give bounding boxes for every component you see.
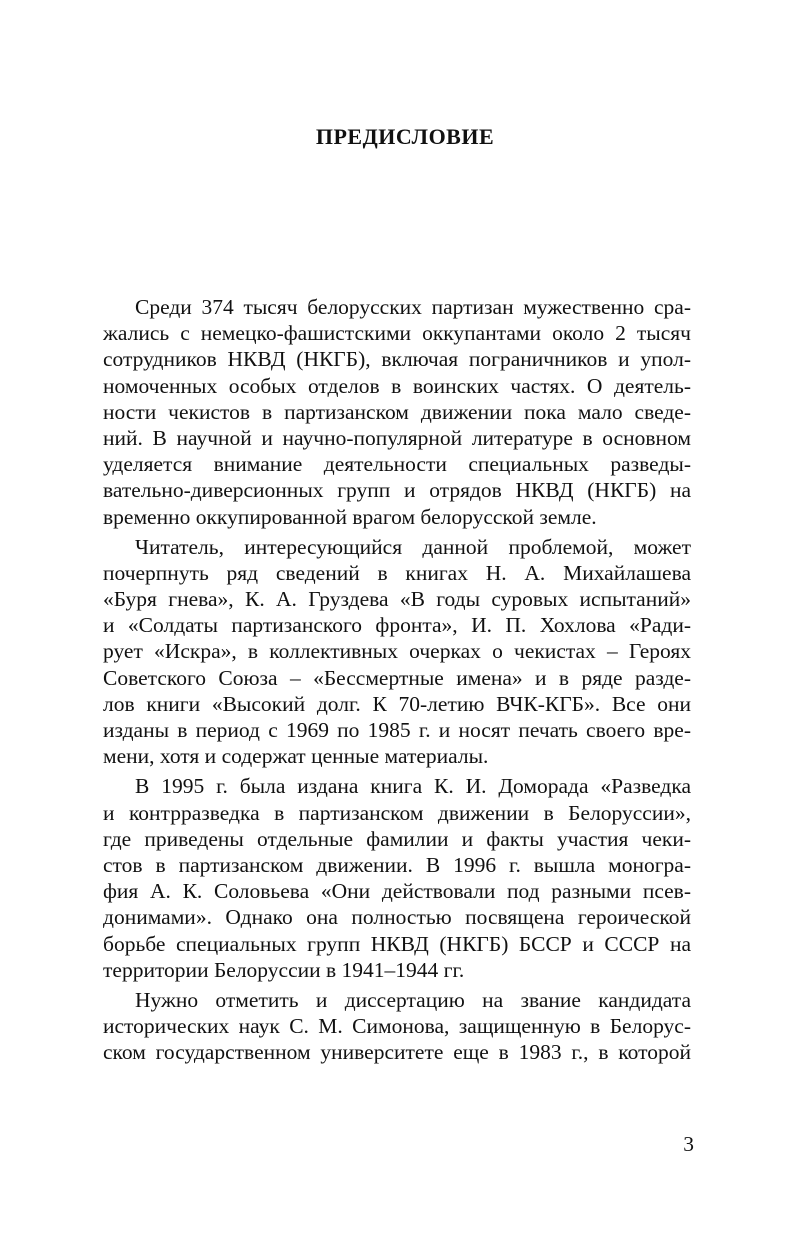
text-line: территории Белоруссии в 1941–1944 гг. (103, 957, 465, 982)
text-line: мени, хотя и содержат ценные материалы. (103, 744, 489, 769)
text-line: изданы в период с 1969 по 1985 г. и носят печать своего вре- (103, 718, 691, 742)
text-line: ности чекистов в партизанском движении пока мало сведе- (103, 399, 691, 424)
text-line: донимами». Однако она полностью посвящена героической (103, 905, 691, 930)
text-line: борьбе специальных групп НКВД (НКГБ) БССР и СССР на (103, 931, 691, 956)
text-line: лов книги «Высокий долг. К 70-летию ВЧК-КГБ». Все они (103, 691, 691, 716)
text-line: Нужно отметить и диссертацию на звание кандидата (135, 987, 691, 1012)
text-line: где приведены отдельные фамилии и факты участия чеки- (103, 826, 691, 851)
paragraph (103, 987, 691, 1066)
text-line: сотрудников НКВД (НКГБ), включая пограничников и упол- (103, 347, 691, 372)
text-line: почерпнуть ряд сведений в книгах Н. А. Михайлашева (103, 560, 691, 585)
text-line: фия А. К. Соловьева «Они действовали под разными псев- (103, 879, 691, 904)
paragraph (103, 294, 691, 530)
body-text (103, 294, 691, 1069)
paragraph (103, 773, 691, 983)
text-line: исторических наук С. М. Симонова, защищенную в Белорус- (103, 1014, 691, 1039)
text-line: вательно-диверсионных групп и отрядов НКВД (НКГБ) на (103, 478, 691, 503)
page-number: 3 (683, 1132, 694, 1156)
text-line: и контрразведка в партизанском движении в Белоруссии», (103, 800, 691, 825)
text-line: ском государственном университете еще в 1983 г., в которой (103, 1040, 691, 1065)
text-line: Читатель, интересующийся данной проблемой, может (135, 534, 691, 559)
text-line: ний. В научной и научно-популярной литературе в основном (103, 425, 691, 450)
text-line: временно оккупированной врагом белорусской земле. (103, 504, 597, 529)
paragraph (103, 534, 691, 770)
text-line: В 1995 г. была издана книга К. И. Доморада «Разведка (135, 774, 691, 799)
text-line: номоченных особых отделов в воинских частях. О деятель- (103, 373, 691, 398)
text-line: рует «Искра», в коллективных очерках о чекистах – Героях (103, 639, 691, 664)
page-title: ПРЕДИСЛОВИЕ (315, 124, 495, 149)
text-line: Среди 374 тысяч белорусских партизан мужественно сра- (135, 295, 691, 319)
text-line: Советского Союза – «Бессмертные имена» и в ряде разде- (103, 665, 691, 690)
text-line: жались с немецко-фашистскими оккупантами около 2 тысяч (103, 321, 691, 346)
text-line: уделяется внимание деятельности специальных разведы- (103, 452, 691, 477)
text-line: и «Солдаты партизанского фронта», И. П. Хохлова «Ради- (103, 613, 691, 638)
text-line: «Буря гнева», К. А. Груздева «В годы суровых испытаний» (103, 587, 691, 612)
text-line: стов в партизанском движении. В 1996 г. вышла моногра- (103, 852, 691, 877)
